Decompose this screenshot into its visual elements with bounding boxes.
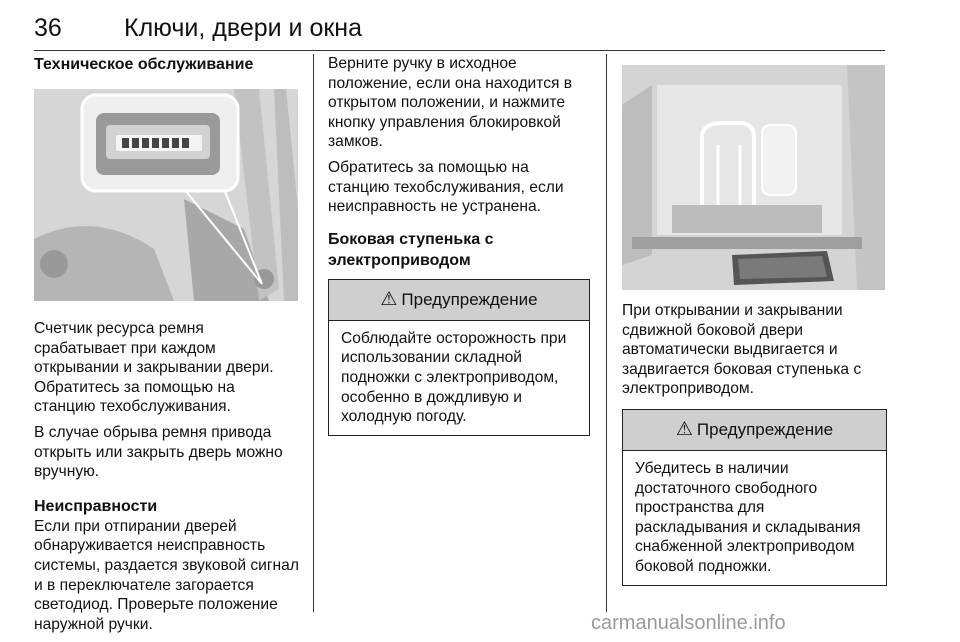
page-header [34, 14, 885, 51]
column-3 [622, 54, 887, 586]
paragraph: Если при отпирании дверей обнаруживается неисправность системы, раздается звуковой сигнал и в переключателе загорается светодиод. Проверьте положение наружной ручки. [34, 517, 299, 633]
warning-box [622, 409, 887, 586]
warning-header [623, 410, 886, 451]
warning-text: Соблюдайте осторожность при использовании складной подножки с электроприводом, особенно в дождливую и холодную погоду. [341, 329, 567, 426]
column-1 [34, 54, 299, 640]
column-2 [328, 54, 590, 436]
warning-text: Убедитесь в наличии достаточного свободного пространства для раскладывания и складывания снабженной электроприводом боковой подножки. [635, 459, 861, 575]
paragraph: Обратитесь за помощью на станцию техобслуживания, если неисправность не устранена. [328, 158, 564, 216]
subheading-faults: Неисправности [34, 497, 158, 515]
warning-header [329, 280, 589, 321]
column-divider-1 [313, 54, 314, 612]
paragraph: Верните ручку в исходное положение, если она находится в открытом положении, и нажмите кнопку управления блокировкой замков. [328, 55, 573, 151]
warning-triangle-icon: ⚠ [675, 419, 693, 441]
warning-box [328, 279, 590, 436]
warning-title: Предупреждение [401, 289, 538, 309]
belt-counter-illustration [34, 89, 298, 301]
column-divider-2 [606, 54, 607, 612]
warning-title: Предупреждение [696, 419, 834, 439]
section-heading-maintenance: Техническое обслуживание [34, 56, 254, 73]
chapter-title: Ключи, двери и окна [124, 14, 363, 42]
watermark: carmanualsonline.info [591, 612, 786, 634]
page-number: 36 [34, 14, 62, 42]
warning-triangle-icon: ⚠ [380, 289, 398, 311]
section-heading-power-step: Боковая ступенька с электроприводом [328, 230, 494, 269]
side-step-illustration [622, 65, 885, 290]
paragraph: При открывании и закрывании сдвижной боковой двери автоматически выдвигается и задвигается боковая ступенька с электроприводом. [622, 302, 862, 398]
paragraph: Счетчик ресурса ремня срабатывает при каждом открывании и закрывании двери. Обратитесь за помощью на станцию техобслуживания. [34, 320, 274, 416]
paragraph: В случае обрыва ремня привода открыть или закрыть дверь можно вручную. [34, 423, 283, 481]
